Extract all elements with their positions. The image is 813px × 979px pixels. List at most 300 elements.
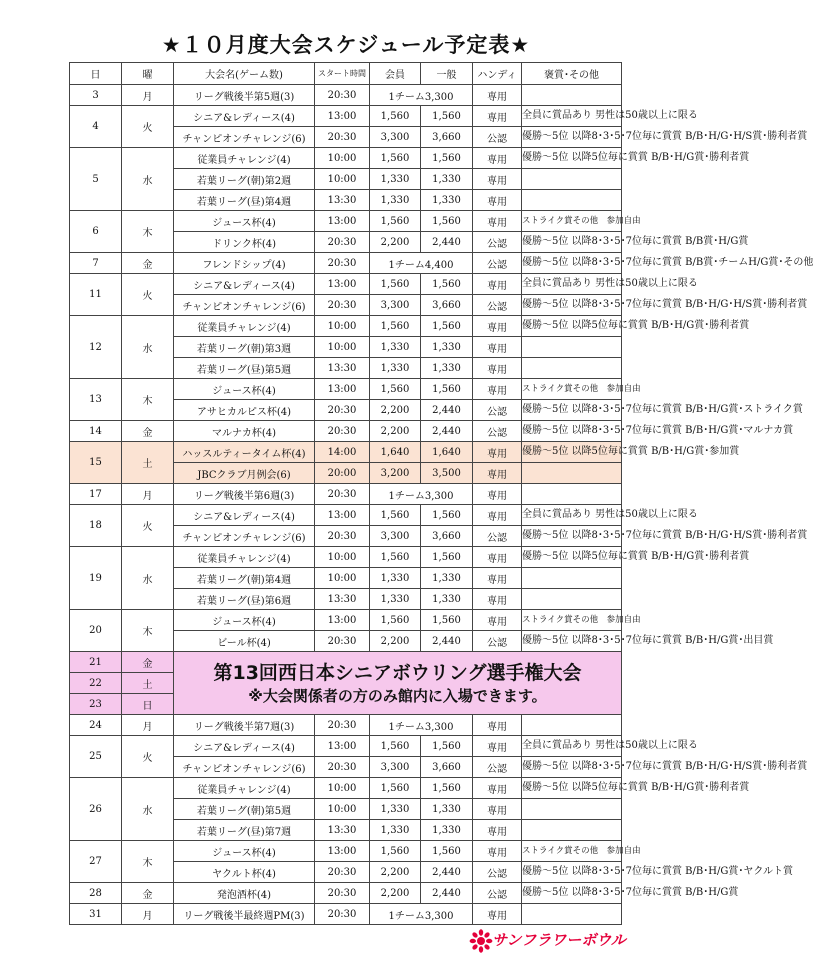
start-time-cell: 13:00 xyxy=(315,211,370,232)
header-cell: 曜 xyxy=(122,63,174,85)
general-fee-cell: 1,330 xyxy=(421,589,473,610)
handicap-cell: 専用 xyxy=(473,820,522,841)
event-name-cell: マルナカ杯(4) xyxy=(174,421,315,442)
award-cell: 優勝～5位 以降5位毎に賞賞 B/B･H/G賞･勝利者賞 xyxy=(522,547,622,568)
weekday-cell: 木 xyxy=(122,841,174,883)
award-cell: 優勝～5位 以降5位毎に賞賞 B/B･H/G賞･勝利者賞 xyxy=(522,778,622,799)
logo-text: サンフラワーボウル xyxy=(492,931,626,949)
header-cell: ハンディ xyxy=(473,63,522,85)
event-name-cell: ジュース杯(4) xyxy=(174,379,315,400)
weekday-cell: 日 xyxy=(122,694,174,715)
start-time-cell: 20:30 xyxy=(315,421,370,442)
award-cell: ストライク賞その他 参加自由 xyxy=(522,379,622,400)
general-fee-cell: 1,330 xyxy=(421,820,473,841)
member-fee-cell: 2,200 xyxy=(370,631,421,652)
general-fee-cell: 1,560 xyxy=(421,610,473,631)
member-fee-cell: 3,300 xyxy=(370,526,421,547)
general-fee-cell: 3,660 xyxy=(421,526,473,547)
team-fee-cell: 1チーム3,300 xyxy=(370,715,473,736)
table-row xyxy=(70,316,622,337)
general-fee-cell: 2,440 xyxy=(421,883,473,904)
award-cell xyxy=(522,715,622,736)
handicap-cell: 専用 xyxy=(473,190,522,211)
event-name-cell: 従業員チャレンジ(4) xyxy=(174,547,315,568)
sunflower-icon xyxy=(470,929,492,953)
start-time-cell: 20:30 xyxy=(315,127,370,148)
event-name-cell: JBCクラブ月例会(6) xyxy=(174,463,315,484)
event-name-cell: ジュース杯(4) xyxy=(174,211,315,232)
handicap-cell: 専用 xyxy=(473,778,522,799)
day-cell: 15 xyxy=(70,442,122,484)
day-cell: 25 xyxy=(70,736,122,778)
team-fee-cell: 1チーム3,300 xyxy=(370,85,473,106)
general-fee-cell: 2,440 xyxy=(421,421,473,442)
handicap-cell: 公認 xyxy=(473,295,522,316)
award-cell: 優勝～5位 以降5位毎に賞賞 B/B･H/G賞･勝利者賞 xyxy=(522,316,622,337)
general-fee-cell: 1,560 xyxy=(421,505,473,526)
handicap-cell: 専用 xyxy=(473,841,522,862)
start-time-cell: 20:30 xyxy=(315,757,370,778)
event-name-cell: 若葉リーグ(昼)第4週 xyxy=(174,190,315,211)
start-time-cell: 20:30 xyxy=(315,862,370,883)
table-row xyxy=(70,211,622,232)
event-name-cell: フレンドシップ(4) xyxy=(174,253,315,274)
general-fee-cell: 1,560 xyxy=(421,379,473,400)
general-fee-cell: 1,560 xyxy=(421,736,473,757)
general-fee-cell: 2,440 xyxy=(421,400,473,421)
event-name-cell: 若葉リーグ(朝)第3週 xyxy=(174,337,315,358)
table-row xyxy=(70,547,622,568)
start-time-cell: 10:00 xyxy=(315,778,370,799)
handicap-cell: 専用 xyxy=(473,379,522,400)
event-name-cell: ジュース杯(4) xyxy=(174,610,315,631)
schedule-table xyxy=(69,62,813,925)
table-row xyxy=(70,778,622,799)
event-name-cell: 若葉リーグ(昼)第6週 xyxy=(174,589,315,610)
handicap-cell: 公認 xyxy=(473,757,522,778)
day-cell: 20 xyxy=(70,610,122,652)
award-cell xyxy=(522,463,622,484)
general-fee-cell: 1,560 xyxy=(421,148,473,169)
award-cell: 全員に賞品あり 男性は50歳以上に限る xyxy=(522,274,622,295)
member-fee-cell: 1,560 xyxy=(370,505,421,526)
handicap-cell: 公認 xyxy=(473,862,522,883)
member-fee-cell: 1,560 xyxy=(370,547,421,568)
general-fee-cell: 1,640 xyxy=(421,442,473,463)
start-time-cell: 20:30 xyxy=(315,85,370,106)
weekday-cell: 月 xyxy=(122,904,174,925)
weekday-cell: 金 xyxy=(122,421,174,442)
member-fee-cell: 1,560 xyxy=(370,610,421,631)
member-fee-cell: 1,560 xyxy=(370,316,421,337)
start-time-cell: 13:00 xyxy=(315,274,370,295)
member-fee-cell: 1,560 xyxy=(370,106,421,127)
award-cell xyxy=(522,904,622,925)
weekday-cell: 火 xyxy=(122,505,174,547)
event-name-cell: リーグ戦後半第7週(3) xyxy=(174,715,315,736)
day-cell: 14 xyxy=(70,421,122,442)
handicap-cell: 専用 xyxy=(473,589,522,610)
weekday-cell: 月 xyxy=(122,715,174,736)
handicap-cell: 専用 xyxy=(473,904,522,925)
table-row xyxy=(70,253,622,274)
award-cell: 優勝～5位 以降8･3･5･7位毎に賞賞 B/B･H/G･H/S賞･勝利者賞 xyxy=(522,526,622,547)
weekday-cell: 金 xyxy=(122,652,174,673)
award-cell: 優勝～5位 以降8･3･5･7位毎に賞賞 B/B･H/G賞･マルナカ賞 xyxy=(522,421,622,442)
general-fee-cell: 1,560 xyxy=(421,841,473,862)
weekday-cell: 木 xyxy=(122,610,174,652)
start-time-cell: 13:30 xyxy=(315,820,370,841)
weekday-cell: 水 xyxy=(122,148,174,211)
weekday-cell: 水 xyxy=(122,316,174,379)
event-name-cell: リーグ戦後半第5週(3) xyxy=(174,85,315,106)
table-row xyxy=(70,274,622,295)
day-cell: 4 xyxy=(70,106,122,148)
general-fee-cell: 1,330 xyxy=(421,358,473,379)
event-name-cell: 若葉リーグ(朝)第4週 xyxy=(174,568,315,589)
start-time-cell: 20:30 xyxy=(315,631,370,652)
award-cell: 優勝～5位 以降8･3･5･7位毎に賞賞 B/B賞･H/G賞 xyxy=(522,232,622,253)
general-fee-cell: 2,440 xyxy=(421,862,473,883)
day-cell: 17 xyxy=(70,484,122,505)
general-fee-cell: 1,560 xyxy=(421,211,473,232)
award-cell xyxy=(522,484,622,505)
table-row xyxy=(70,442,622,463)
start-time-cell: 10:00 xyxy=(315,799,370,820)
start-time-cell: 20:30 xyxy=(315,904,370,925)
event-name-cell: ハッスルティータイム杯(4) xyxy=(174,442,315,463)
table-row xyxy=(70,379,622,400)
handicap-cell: 専用 xyxy=(473,484,522,505)
general-fee-cell: 2,440 xyxy=(421,631,473,652)
event-name-cell: チャンピオンチャレンジ(6) xyxy=(174,295,315,316)
start-time-cell: 13:30 xyxy=(315,190,370,211)
day-cell: 3 xyxy=(70,85,122,106)
event-name-cell: 若葉リーグ(朝)第2週 xyxy=(174,169,315,190)
event-name-cell: シニア&レディース(4) xyxy=(174,274,315,295)
award-cell: ストライク賞その他 参加自由 xyxy=(522,841,622,862)
weekday-cell: 木 xyxy=(122,211,174,253)
member-fee-cell: 2,200 xyxy=(370,862,421,883)
handicap-cell: 公認 xyxy=(473,883,522,904)
award-cell: 全員に賞品あり 男性は50歳以上に限る xyxy=(522,736,622,757)
table-row xyxy=(70,106,622,127)
start-time-cell: 13:30 xyxy=(315,358,370,379)
event-name-cell: ジュース杯(4) xyxy=(174,841,315,862)
award-cell xyxy=(522,169,622,190)
event-name-cell: 若葉リーグ(昼)第5週 xyxy=(174,358,315,379)
table-row xyxy=(70,85,622,106)
handicap-cell: 公認 xyxy=(473,232,522,253)
award-cell xyxy=(522,799,622,820)
weekday-cell: 土 xyxy=(122,673,174,694)
table-row xyxy=(70,736,622,757)
handicap-cell: 専用 xyxy=(473,442,522,463)
weekday-cell: 火 xyxy=(122,106,174,148)
start-time-cell: 10:00 xyxy=(315,568,370,589)
event-name-cell: 従業員チャレンジ(4) xyxy=(174,148,315,169)
day-cell: 7 xyxy=(70,253,122,274)
award-cell: 優勝～5位 以降8･3･5･7位毎に賞賞 B/B･H/G賞･出目賞 xyxy=(522,631,622,652)
team-fee-cell: 1チーム3,300 xyxy=(370,904,473,925)
member-fee-cell: 2,200 xyxy=(370,883,421,904)
member-fee-cell: 3,300 xyxy=(370,757,421,778)
member-fee-cell: 1,330 xyxy=(370,820,421,841)
member-fee-cell: 2,200 xyxy=(370,400,421,421)
day-cell: 23 xyxy=(70,694,122,715)
weekday-cell: 水 xyxy=(122,778,174,841)
award-cell: 全員に賞品あり 男性は50歳以上に限る xyxy=(522,505,622,526)
table-row xyxy=(70,904,622,925)
general-fee-cell: 1,330 xyxy=(421,568,473,589)
day-cell: 13 xyxy=(70,379,122,421)
start-time-cell: 13:00 xyxy=(315,610,370,631)
member-fee-cell: 1,560 xyxy=(370,841,421,862)
general-fee-cell: 1,560 xyxy=(421,547,473,568)
team-fee-cell: 1チーム4,400 xyxy=(370,253,473,274)
handicap-cell: 専用 xyxy=(473,358,522,379)
member-fee-cell: 1,640 xyxy=(370,442,421,463)
header-cell: 褒賞･その他 xyxy=(522,63,622,85)
day-cell: 5 xyxy=(70,148,122,211)
general-fee-cell: 3,660 xyxy=(421,127,473,148)
table-row xyxy=(70,883,622,904)
day-cell: 31 xyxy=(70,904,122,925)
header-cell: スタート時間 xyxy=(315,63,370,85)
event-name-cell: ドリンク杯(4) xyxy=(174,232,315,253)
start-time-cell: 10:00 xyxy=(315,337,370,358)
award-cell xyxy=(522,85,622,106)
handicap-cell: 公認 xyxy=(473,253,522,274)
award-cell xyxy=(522,337,622,358)
page-title: ★１０月度大会スケジュール予定表★ xyxy=(161,33,531,57)
schedule-body xyxy=(70,85,813,925)
table-row xyxy=(70,148,622,169)
member-fee-cell: 2,200 xyxy=(370,421,421,442)
handicap-cell: 専用 xyxy=(473,148,522,169)
award-cell xyxy=(522,568,622,589)
handicap-cell: 専用 xyxy=(473,169,522,190)
day-cell: 6 xyxy=(70,211,122,253)
event-name-cell: チャンピオンチャレンジ(6) xyxy=(174,127,315,148)
event-name-cell: チャンピオンチャレンジ(6) xyxy=(174,757,315,778)
start-time-cell: 13:00 xyxy=(315,379,370,400)
handicap-cell: 専用 xyxy=(473,106,522,127)
start-time-cell: 13:30 xyxy=(315,589,370,610)
event-name-cell: 若葉リーグ(朝)第5週 xyxy=(174,799,315,820)
event-name-cell: 若葉リーグ(昼)第7週 xyxy=(174,820,315,841)
banner-title: 第13回西日本シニアボウリング選手権大会 xyxy=(213,662,582,684)
start-time-cell: 20:30 xyxy=(315,883,370,904)
table-row xyxy=(70,610,622,631)
event-name-cell: 発泡酒杯(4) xyxy=(174,883,315,904)
start-time-cell: 20:30 xyxy=(315,253,370,274)
weekday-cell: 火 xyxy=(122,274,174,316)
award-cell: 優勝～5位 以降8･3･5･7位毎に賞賞 B/B･H/G賞 xyxy=(522,883,622,904)
handicap-cell: 専用 xyxy=(473,799,522,820)
award-cell: 優勝～5位 以降8･3･5･7位毎に賞賞 B/B賞･チームH/G賞･その他 xyxy=(522,253,622,274)
award-cell: 優勝～5位 以降8･3･5･7位毎に賞賞 B/B･H/G･H/S賞･勝利者賞 xyxy=(522,295,622,316)
handicap-cell: 専用 xyxy=(473,316,522,337)
start-time-cell: 13:00 xyxy=(315,106,370,127)
award-cell: 優勝～5位 以降8･3･5･7位毎に賞賞 B/B･H/G賞･ヤクルト賞 xyxy=(522,862,622,883)
general-fee-cell: 3,660 xyxy=(421,295,473,316)
award-cell: 全員に賞品あり 男性は50歳以上に限る xyxy=(522,106,622,127)
header-cell: 会員 xyxy=(370,63,421,85)
day-cell: 27 xyxy=(70,841,122,883)
start-time-cell: 10:00 xyxy=(315,547,370,568)
day-cell: 12 xyxy=(70,316,122,379)
event-name-cell: シニア&レディース(4) xyxy=(174,505,315,526)
award-cell: 優勝～5位 以降8･3･5･7位毎に賞賞 B/B･H/G･H/S賞･勝利者賞 xyxy=(522,127,622,148)
handicap-cell: 専用 xyxy=(473,736,522,757)
member-fee-cell: 1,560 xyxy=(370,148,421,169)
weekday-cell: 木 xyxy=(122,379,174,421)
member-fee-cell: 1,330 xyxy=(370,169,421,190)
start-time-cell: 10:00 xyxy=(315,316,370,337)
general-fee-cell: 2,440 xyxy=(421,232,473,253)
award-cell: 優勝～5位 以降5位毎に賞賞 B/B･H/G賞･勝利者賞 xyxy=(522,148,622,169)
start-time-cell: 13:00 xyxy=(315,841,370,862)
member-fee-cell: 1,330 xyxy=(370,337,421,358)
member-fee-cell: 1,330 xyxy=(370,589,421,610)
event-name-cell: リーグ戦後半第6週(3) xyxy=(174,484,315,505)
handicap-cell: 専用 xyxy=(473,568,522,589)
member-fee-cell: 1,330 xyxy=(370,358,421,379)
weekday-cell: 金 xyxy=(122,883,174,904)
event-name-cell: シニア&レディース(4) xyxy=(174,736,315,757)
event-name-cell: シニア&レディース(4) xyxy=(174,106,315,127)
start-time-cell: 20:30 xyxy=(315,484,370,505)
weekday-cell: 土 xyxy=(122,442,174,484)
header-row xyxy=(70,63,622,85)
handicap-cell: 専用 xyxy=(473,211,522,232)
table-row xyxy=(70,505,622,526)
member-fee-cell: 1,560 xyxy=(370,211,421,232)
award-cell xyxy=(522,358,622,379)
award-cell xyxy=(522,589,622,610)
general-fee-cell: 1,560 xyxy=(421,316,473,337)
day-cell: 11 xyxy=(70,274,122,316)
general-fee-cell: 3,660 xyxy=(421,757,473,778)
day-cell: 19 xyxy=(70,547,122,610)
member-fee-cell: 1,560 xyxy=(370,736,421,757)
award-cell: ストライク賞その他 参加自由 xyxy=(522,610,622,631)
day-cell: 24 xyxy=(70,715,122,736)
table-row xyxy=(70,715,622,736)
general-fee-cell: 1,330 xyxy=(421,169,473,190)
handicap-cell: 専用 xyxy=(473,274,522,295)
award-cell xyxy=(522,190,622,211)
general-fee-cell: 1,330 xyxy=(421,799,473,820)
member-fee-cell: 1,560 xyxy=(370,778,421,799)
table-row xyxy=(70,421,622,442)
header-cell: 日 xyxy=(70,63,122,85)
table-row xyxy=(70,652,622,673)
handicap-cell: 専用 xyxy=(473,337,522,358)
event-name-cell: チャンピオンチャレンジ(6) xyxy=(174,526,315,547)
start-time-cell: 14:00 xyxy=(315,442,370,463)
member-fee-cell: 1,330 xyxy=(370,568,421,589)
award-cell: 優勝～5位 以降5位毎に賞賞 B/B･H/G賞･参加賞 xyxy=(522,442,622,463)
weekday-cell: 金 xyxy=(122,253,174,274)
start-time-cell: 10:00 xyxy=(315,169,370,190)
member-fee-cell: 3,300 xyxy=(370,127,421,148)
day-cell: 22 xyxy=(70,673,122,694)
start-time-cell: 20:30 xyxy=(315,715,370,736)
general-fee-cell: 1,330 xyxy=(421,190,473,211)
general-fee-cell: 1,560 xyxy=(421,106,473,127)
member-fee-cell: 3,300 xyxy=(370,295,421,316)
weekday-cell: 火 xyxy=(122,736,174,778)
sunflower-bowl-logo xyxy=(470,928,626,954)
day-cell: 21 xyxy=(70,652,122,673)
handicap-cell: 公認 xyxy=(473,127,522,148)
handicap-cell: 専用 xyxy=(473,85,522,106)
general-fee-cell: 3,500 xyxy=(421,463,473,484)
start-time-cell: 20:00 xyxy=(315,463,370,484)
general-fee-cell: 1,560 xyxy=(421,274,473,295)
handicap-cell: 専用 xyxy=(473,505,522,526)
handicap-cell: 公認 xyxy=(473,526,522,547)
event-name-cell: 従業員チャレンジ(4) xyxy=(174,316,315,337)
start-time-cell: 13:00 xyxy=(315,736,370,757)
event-name-cell: 従業員チャレンジ(4) xyxy=(174,778,315,799)
day-cell: 28 xyxy=(70,883,122,904)
start-time-cell: 20:30 xyxy=(315,526,370,547)
award-cell: 優勝～5位 以降8･3･5･7位毎に賞賞 B/B･H/G賞･ストライク賞 xyxy=(522,400,622,421)
team-fee-cell: 1チーム3,300 xyxy=(370,484,473,505)
event-name-cell: ビール杯(4) xyxy=(174,631,315,652)
event-name-cell: アサヒカルピス杯(4) xyxy=(174,400,315,421)
start-time-cell: 10:00 xyxy=(315,148,370,169)
day-cell: 26 xyxy=(70,778,122,841)
handicap-cell: 専用 xyxy=(473,547,522,568)
award-cell: ストライク賞その他 参加自由 xyxy=(522,211,622,232)
header-cell: 一般 xyxy=(421,63,473,85)
handicap-cell: 公認 xyxy=(473,631,522,652)
award-cell xyxy=(522,820,622,841)
member-fee-cell: 2,200 xyxy=(370,232,421,253)
handicap-cell: 公認 xyxy=(473,400,522,421)
start-time-cell: 13:00 xyxy=(315,505,370,526)
member-fee-cell: 1,560 xyxy=(370,274,421,295)
handicap-cell: 公認 xyxy=(473,421,522,442)
event-name-cell: リーグ戦後半最終週PM(3) xyxy=(174,904,315,925)
start-time-cell: 20:30 xyxy=(315,232,370,253)
handicap-cell: 専用 xyxy=(473,610,522,631)
day-cell: 18 xyxy=(70,505,122,547)
award-cell: 優勝～5位 以降8･3･5･7位毎に賞賞 B/B･H/G･H/S賞･勝利者賞 xyxy=(522,757,622,778)
general-fee-cell: 1,330 xyxy=(421,337,473,358)
header-cell: 大会名(ゲーム数) xyxy=(174,63,315,85)
start-time-cell: 20:30 xyxy=(315,295,370,316)
table-row xyxy=(70,841,622,862)
member-fee-cell: 3,200 xyxy=(370,463,421,484)
table-row xyxy=(70,484,622,505)
start-time-cell: 20:30 xyxy=(315,400,370,421)
event-name-cell: ヤクルト杯(4) xyxy=(174,862,315,883)
member-fee-cell: 1,330 xyxy=(370,190,421,211)
general-fee-cell: 1,560 xyxy=(421,778,473,799)
weekday-cell: 水 xyxy=(122,547,174,610)
weekday-cell: 月 xyxy=(122,85,174,106)
special-event-banner xyxy=(174,652,622,715)
handicap-cell: 専用 xyxy=(473,715,522,736)
member-fee-cell: 1,330 xyxy=(370,799,421,820)
member-fee-cell: 1,560 xyxy=(370,379,421,400)
banner-notice: ※大会関係者の方のみ館内に入場できます。 xyxy=(248,687,547,705)
